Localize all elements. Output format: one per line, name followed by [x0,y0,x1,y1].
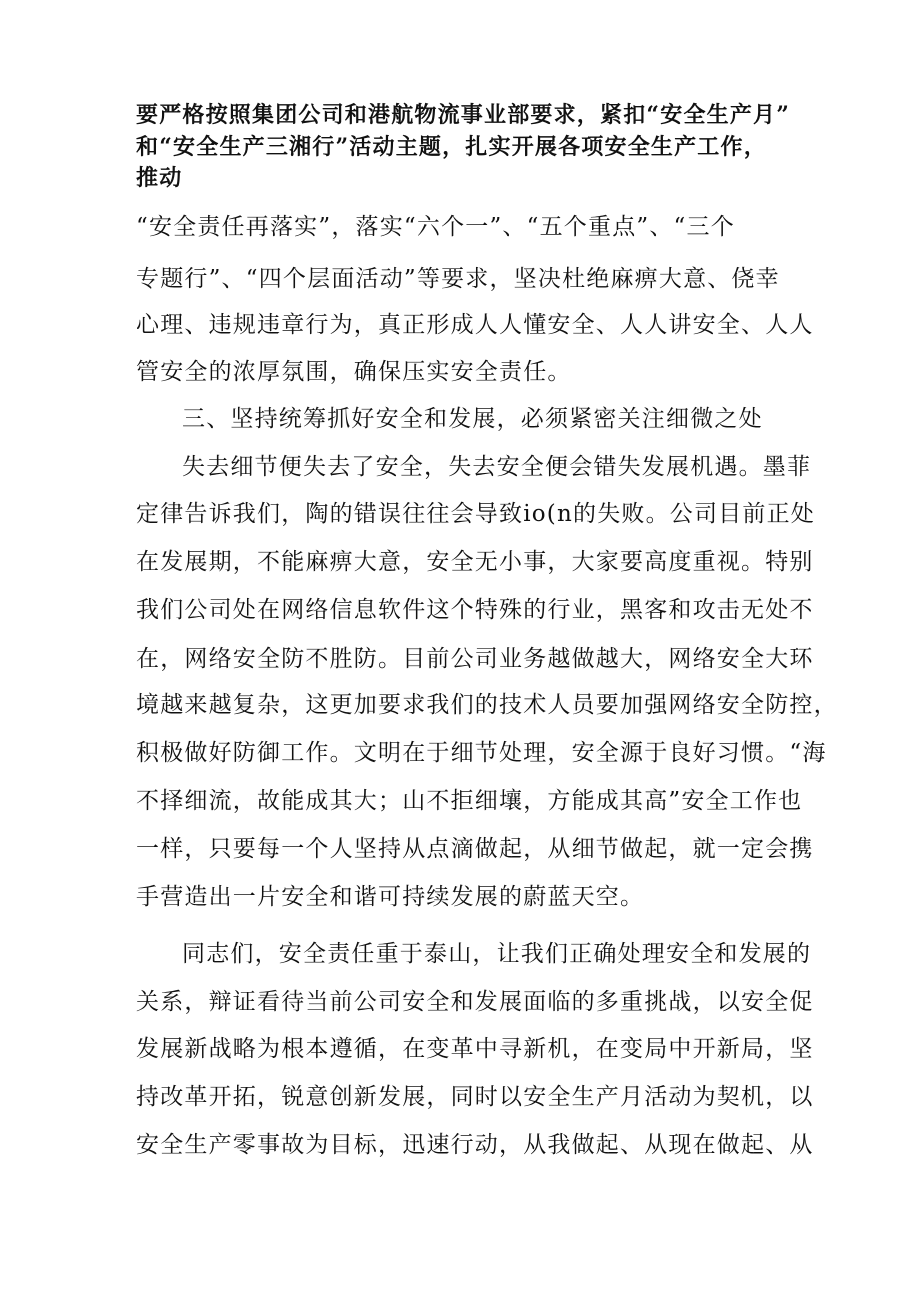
paragraph-line: 一样，只要每一个人坚持从点滴做起，从细节做起，就一定会携 [136,836,814,862]
paragraph-line: 在，网络安全防不胜防。目前公司业务越做越大，网络安全大环 [136,646,814,672]
paragraph-line: 定律告诉我们，陶的错误往往会导致io(n的失败。公司目前正处 [136,501,815,527]
paragraph-line: 失去细节便失去了安全，失去安全便会错失发展机遇。墨菲 [182,454,812,480]
paragraph-line: 发展新战略为根本遵循，在变革中寻新机，在变局中开新局，坚 [136,1036,814,1062]
paragraph-line: 要严格按照集团公司和港航物流事业部要求，紧扣“安全生产月” [136,102,791,128]
paragraph-line: 关系，辩证看待当前公司安全和发展面临的多重挑战，以安全促 [136,989,814,1015]
paragraph-line: 我们公司处在网络信息软件这个特殊的行业，黑客和攻击无处不 [136,597,814,623]
paragraph-line: 心理、违规违章行为，真正形成人人懂安全、人人讲安全、人人 [136,312,814,338]
paragraph-line: “安全责任再落实”，落实“六个一”、“五个重点”、“三个 [136,214,735,240]
paragraph-line: 持改革开拓，锐意创新发展，同时以安全生产月活动为契机，以 [136,1084,814,1110]
paragraph-line: 和“安全生产三湘行”活动主题，扎实开展各项安全生产工作， [136,134,767,160]
paragraph-line: 积极做好防御工作。文明在于细节处理，安全源于良好习惯。“海 [136,740,827,766]
section-heading: 三、坚持统筹抓好安全和发展，必须紧密关注细微之处 [182,406,763,432]
paragraph-line: 同志们，安全责任重于泰山，让我们正确处理安全和发展的 [182,941,812,967]
paragraph-line: 境越来越复杂，这更加要求我们的技术人员要加强网络安全防控， [136,692,838,718]
paragraph-line: 安全生产零事故为目标，迅速行动，从我做起、从现在做起、从 [136,1132,814,1158]
paragraph-line: 在发展期，不能麻痹大意，安全无小事，大家要高度重视。特别 [136,549,814,575]
paragraph-line: 不择细流，故能成其大；山不拒细壤，方能成其高”安全工作也 [136,788,803,814]
paragraph-line: 手营造出一片安全和谐可持续发展的蔚蓝天空。 [136,884,645,910]
paragraph-line: 推动 [136,165,183,191]
paragraph-line: 专题行”、“四个层面活动”等要求，坚决杜绝麻痹大意、侥幸 [136,266,780,292]
paragraph-line: 管安全的浓厚氛围，确保压实安全责任。 [136,359,572,385]
